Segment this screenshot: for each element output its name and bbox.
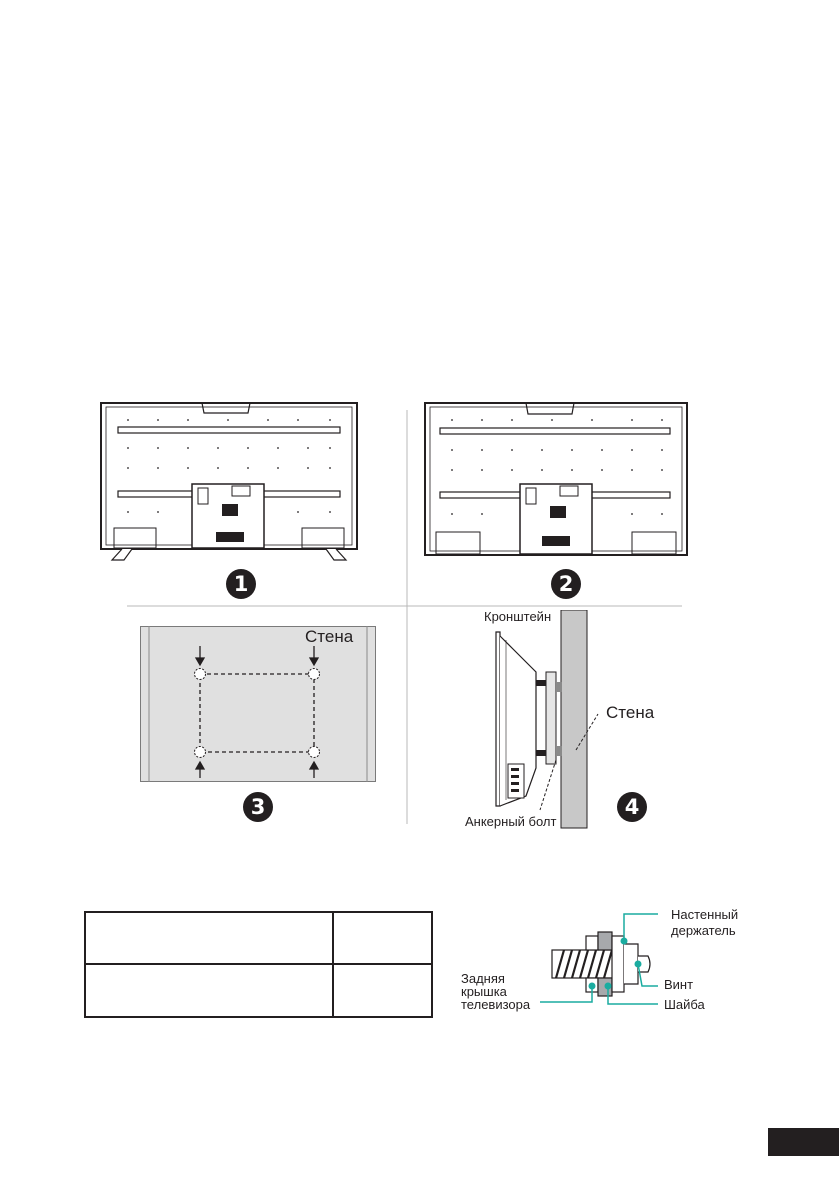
tv-back-with-stand <box>98 400 362 566</box>
step-3-badge: 3 <box>243 792 273 822</box>
washer-label: Шайба <box>664 997 705 1012</box>
wall-holder-label-line2: держатель <box>671 923 736 938</box>
back-cover-label-line2: крышка <box>461 984 507 999</box>
table-cell <box>333 912 432 964</box>
back-cover-label <box>461 972 530 1011</box>
table-cell <box>85 912 333 964</box>
wall-label-step4: Стена <box>606 703 655 722</box>
anchor-bolt-label: Анкерный болт <box>465 814 557 829</box>
wall-holder-label <box>671 907 738 939</box>
tv-back-without-stand <box>422 400 690 560</box>
step-1-badge: 1 <box>226 569 256 599</box>
mount-spec-table <box>84 911 433 1018</box>
wall-holder-label-line1: Настенный <box>671 907 739 922</box>
screw-label: Винт <box>664 977 694 992</box>
bracket-label: Кронштейн <box>484 609 552 624</box>
tv-side-mount-view <box>480 610 610 830</box>
page-edge-tab <box>768 1128 839 1156</box>
wall-hole-template <box>140 626 376 782</box>
table-cell <box>85 964 333 1017</box>
step-2-badge: 2 <box>551 569 581 599</box>
step-4-badge: 4 <box>617 792 647 822</box>
back-cover-label-line1: Задняя <box>461 971 505 986</box>
table-cell <box>333 964 432 1017</box>
table-row <box>85 912 432 964</box>
back-cover-label-line3: телевизора <box>461 997 531 1012</box>
table-row <box>85 964 432 1017</box>
wall-label-step3: Стена <box>305 627 354 646</box>
